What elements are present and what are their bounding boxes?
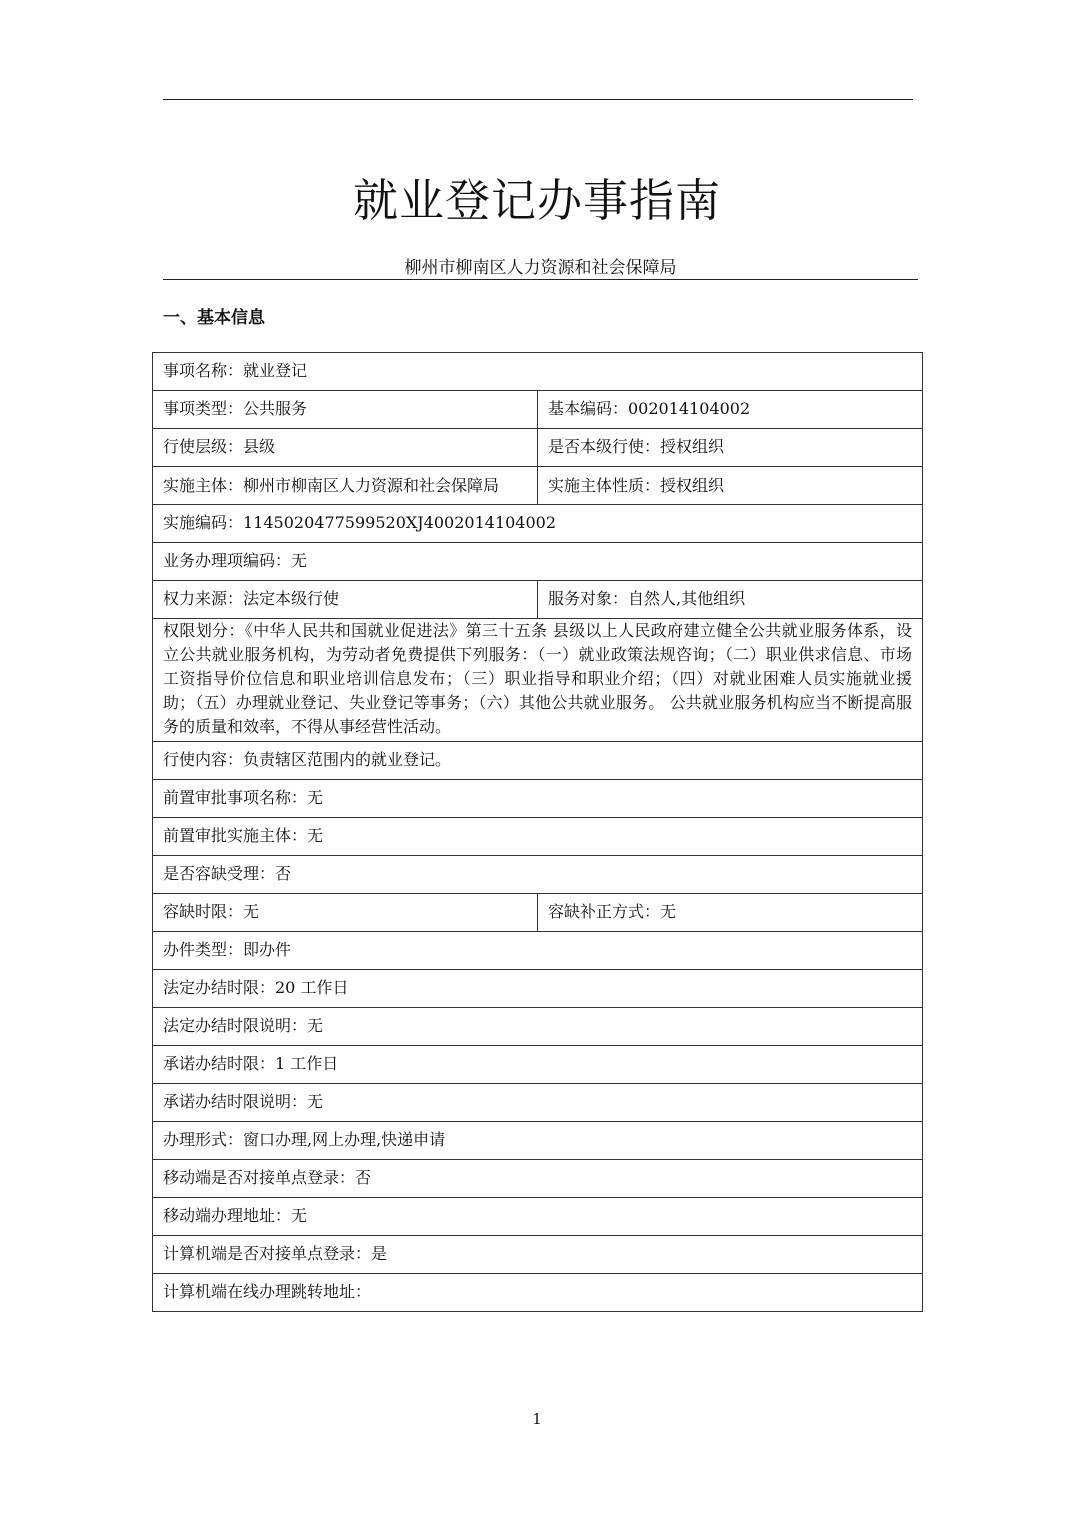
table-row: [153, 970, 923, 1008]
table-row: [153, 818, 923, 856]
service-target-cell: 服务对象：自然人,其他组织: [538, 581, 923, 619]
table-row: [153, 619, 923, 742]
table-row: [153, 742, 923, 780]
top-rule: [163, 99, 913, 100]
table-row: [153, 505, 923, 543]
pc-online-address-cell: 计算机端在线办理跳转地址：: [153, 1274, 923, 1312]
business-code-cell: 业务办理项编码：无: [153, 543, 923, 581]
document-title: 就业登记办事指南: [352, 174, 721, 227]
table-row: [153, 1008, 923, 1046]
table-row: [153, 429, 923, 467]
handling-forms-cell: 办理形式：窗口办理,网上办理,快递申请: [153, 1122, 923, 1160]
subject-nature-cell: 实施主体性质：授权组织: [538, 467, 923, 505]
issuing-organization: 柳州市柳南区人力资源和社会保障局: [163, 253, 918, 280]
authority-cell: 权限划分：《中华人民共和国就业促进法》第三十五条 县级以上人民政府建立健全公共就业服务体系，设立公共就业服务机构，为劳动者免费提供下列服务：（一）就业政策法规咨询；（二）职业供求信息、市场工资指导价位信息和职业培训信息发布；（三）职业指导和职业介绍；（四）对就业困难人员实施就业援助；（五）办理就业登记、失业登记等事务；（六）其他公共就业服务。 公共就业服务机构应当不断提高服务的质量和效率，不得从事经营性活动。: [153, 619, 923, 742]
table-row: [153, 543, 923, 581]
table-row: [153, 1160, 923, 1198]
table-row: [153, 581, 923, 619]
handling-type-cell: 办件类型：即办件: [153, 932, 923, 970]
table-row: [153, 932, 923, 970]
page-number: 1: [532, 1410, 542, 1428]
table-row: [153, 1274, 923, 1312]
legal-limit-cell: 法定办结时限：20 工作日: [153, 970, 923, 1008]
basic-code-cell: 基本编码：002014104002: [538, 391, 923, 429]
promise-limit-cell: 承诺办结时限：1 工作日: [153, 1046, 923, 1084]
table-row: [153, 894, 923, 932]
tolerance-method-cell: 容缺补正方式：无: [538, 894, 923, 932]
table-row: [153, 353, 923, 391]
table-row: [153, 1122, 923, 1160]
basic-info-table: [152, 352, 923, 1312]
pre-approval-subject-cell: 前置审批实施主体：无: [153, 818, 923, 856]
pre-approval-name-cell: 前置审批事项名称：无: [153, 780, 923, 818]
item-type-cell: 事项类型：公共服务: [153, 391, 538, 429]
legal-limit-note-cell: 法定办结时限说明：无: [153, 1008, 923, 1046]
table-row: [153, 856, 923, 894]
table-row: [153, 1198, 923, 1236]
section-heading: 一、基本信息: [163, 308, 265, 328]
table-row: [153, 1046, 923, 1084]
impl-code-cell: 实施编码：1145020477599520XJ4002014104002: [153, 505, 923, 543]
item-name-cell: 事项名称：就业登记: [153, 353, 923, 391]
power-source-cell: 权力来源：法定本级行使: [153, 581, 538, 619]
pc-sso-cell: 计算机端是否对接单点登录：是: [153, 1236, 923, 1274]
tolerance-limit-cell: 容缺时限：无: [153, 894, 538, 932]
level-cell: 行使层级：县级: [153, 429, 538, 467]
table-row: [153, 1236, 923, 1274]
table-row: [153, 391, 923, 429]
table-row: [153, 780, 923, 818]
mobile-sso-cell: 移动端是否对接单点登录：否: [153, 1160, 923, 1198]
table-row: [153, 467, 923, 505]
subject-cell: 实施主体：柳州市柳南区人力资源和社会保障局: [153, 467, 538, 505]
promise-limit-note-cell: 承诺办结时限说明：无: [153, 1084, 923, 1122]
is-local-cell: 是否本级行使：授权组织: [538, 429, 923, 467]
content-cell: 行使内容：负责辖区范围内的就业登记。: [153, 742, 923, 780]
tolerance-cell: 是否容缺受理：否: [153, 856, 923, 894]
mobile-address-cell: 移动端办理地址：无: [153, 1198, 923, 1236]
table-row: [153, 1084, 923, 1122]
